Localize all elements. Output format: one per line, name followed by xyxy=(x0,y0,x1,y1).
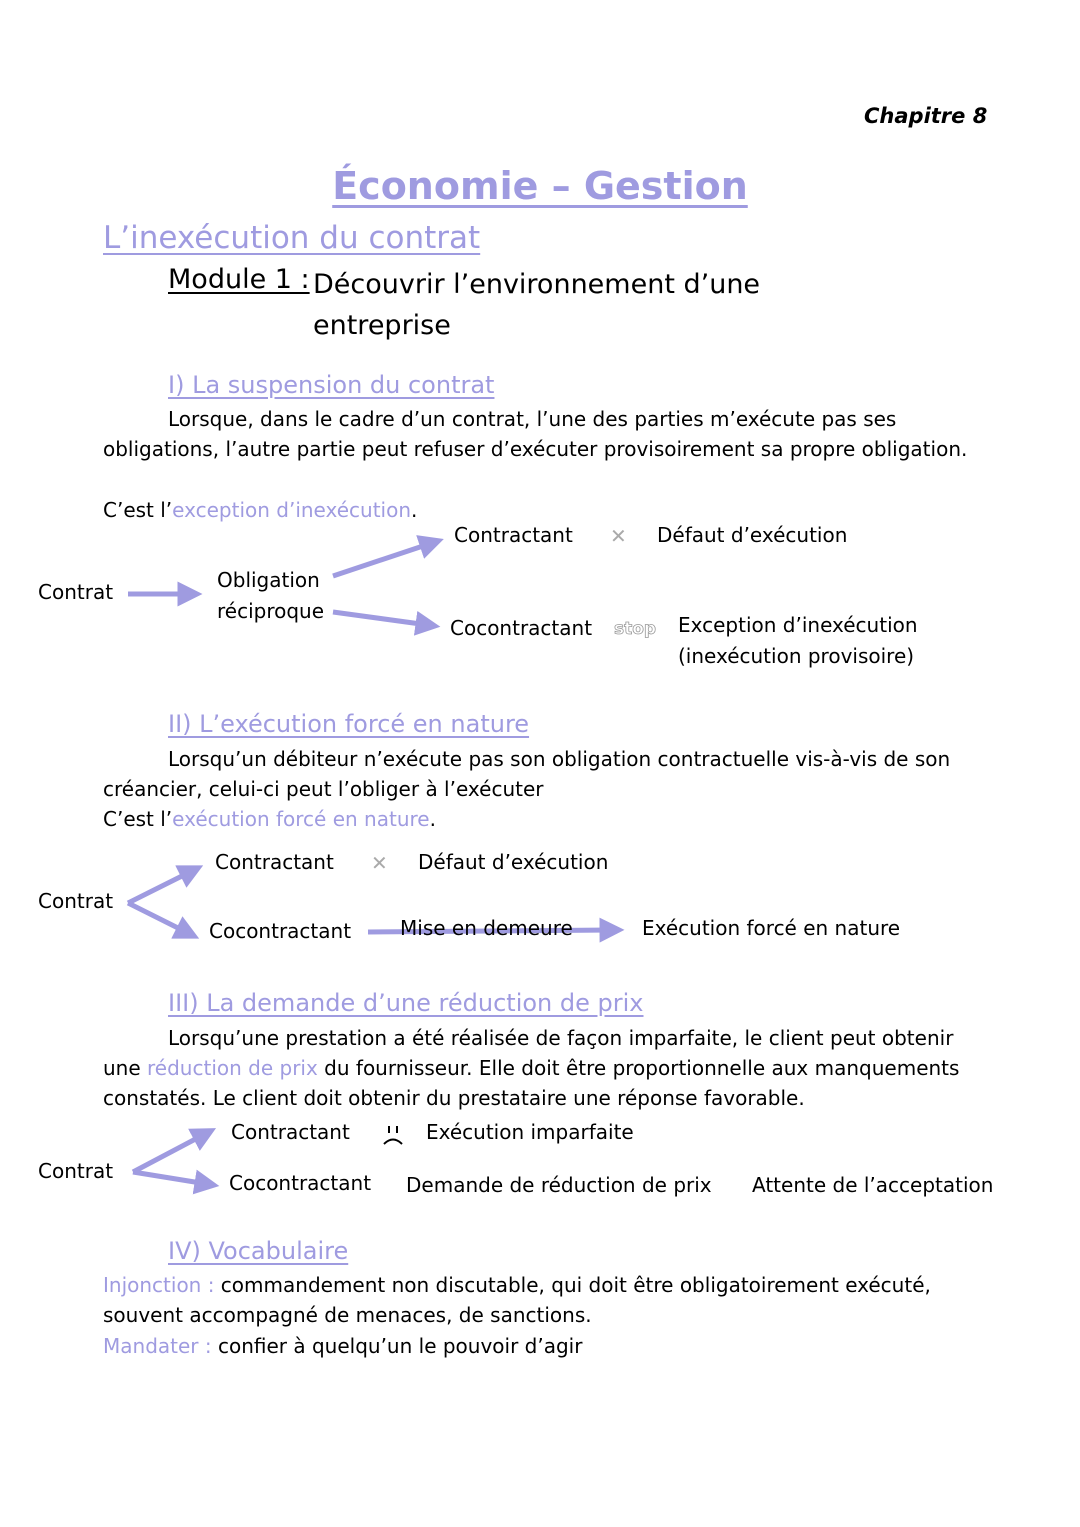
section-2-title: II) L’exécution forcé en nature xyxy=(168,710,530,738)
diagram-2-branch-top: Contractant xyxy=(215,850,334,874)
stop-icon: stop xyxy=(614,619,657,639)
diagram-3-bottom-result: Attente de l’acceptation xyxy=(752,1173,994,1197)
section-2-text: Lorsqu’un débiteur n’exécute pas son obligation contractuelle vis-à-vis de son créancier, celui-ci peut l’obliger à l’exécuter xyxy=(103,747,951,801)
conclusion-prefix: C’est l’ xyxy=(103,498,173,522)
vocab-item-mandater xyxy=(103,1331,983,1361)
diagram-1-top-result: Défaut d’exécution xyxy=(657,523,848,547)
diagram-1-branch-top: Contractant xyxy=(454,523,573,547)
key-term: exception d’inexécution xyxy=(172,498,412,522)
section-3-title: III) La demande d’une réduction de prix xyxy=(168,989,644,1017)
diagram-1-root: Contrat xyxy=(38,580,114,604)
section-1-text: Lorsque, dans le cadre d’un contrat, l’une des parties m’exécute pas ses obligations, l’autre partie peut refuser d’exécuter provisoirement sa propre obligation. xyxy=(103,407,968,461)
module-text: Découvrir l’environnement d’une entreprise xyxy=(313,269,761,341)
section-4-title: IV) Vocabulaire xyxy=(168,1237,349,1265)
module-label: Module 1 : xyxy=(168,264,310,295)
diagram-1-bottom-result-2: (inexécution provisoire) xyxy=(678,644,915,668)
diagram-2-step: Mise en demeure xyxy=(400,916,573,940)
section-2-paragraph xyxy=(103,744,983,804)
diagram-3-step: Demande de réduction de prix xyxy=(406,1173,712,1197)
key-term: exécution forcé en nature xyxy=(172,807,430,831)
section-3-text-suffix: du fournisseur. Elle doit être proportionnelle aux manquements constatés. Le client doit obtenir du prestataire une réponse favorable. xyxy=(103,1056,960,1110)
diagram-3-root: Contrat xyxy=(38,1159,114,1183)
diagram-2-bottom-result: Exécution forcé en nature xyxy=(642,916,901,940)
chapter-label: Chapitre 8 xyxy=(864,104,988,128)
vocab-item-injonction xyxy=(103,1270,983,1330)
section-3-text-prefix: Lorsqu’une prestation a été réalisée de façon imparfaite, le client peut obtenir une xyxy=(103,1026,954,1080)
x-icon: ✕ xyxy=(610,524,627,548)
section-1-conclusion xyxy=(103,495,983,525)
diagram-1-branch-bottom: Cocontractant xyxy=(450,616,593,640)
vocab-term: Injonction : xyxy=(103,1273,215,1297)
conclusion-suffix: . xyxy=(411,498,418,522)
diagram-2-top-result: Défaut d’exécution xyxy=(418,850,609,874)
diagram-3-top-result: Exécution imparfaite xyxy=(426,1120,634,1144)
section-2-conclusion xyxy=(103,804,983,834)
conclusion-suffix: . xyxy=(429,807,436,831)
diagram-1-bottom-result-1: Exception d’inexécution xyxy=(678,613,918,637)
page-title: Économie – Gestion xyxy=(332,164,748,208)
vocab-term: Mandater : xyxy=(103,1334,212,1358)
sad-face-icon xyxy=(381,1124,407,1148)
section-3-paragraph xyxy=(103,1023,983,1113)
diagram-3-branch-bottom: Cocontractant xyxy=(229,1171,372,1195)
diagram-2-root: Contrat xyxy=(38,889,114,913)
key-term: réduction de prix xyxy=(147,1056,318,1080)
diagram-3-branch-top: Contractant xyxy=(231,1120,350,1144)
diagram-1-middle: Obligation réciproque xyxy=(217,568,325,623)
vocab-definition: confier à quelqu’un le pouvoir d’agir xyxy=(211,1334,583,1358)
page-subtitle: L’inexécution du contrat xyxy=(103,220,481,256)
section-1-title: I) La suspension du contrat xyxy=(168,371,495,399)
diagram-2-branch-bottom: Cocontractant xyxy=(209,919,352,943)
x-icon: ✕ xyxy=(371,851,388,875)
section-1-paragraph xyxy=(103,404,983,464)
vocab-definition: commandement non discutable, qui doit être obligatoirement exécuté, souvent accompagné de menaces, de sanctions. xyxy=(103,1273,931,1327)
conclusion-prefix: C’est l’ xyxy=(103,807,173,831)
